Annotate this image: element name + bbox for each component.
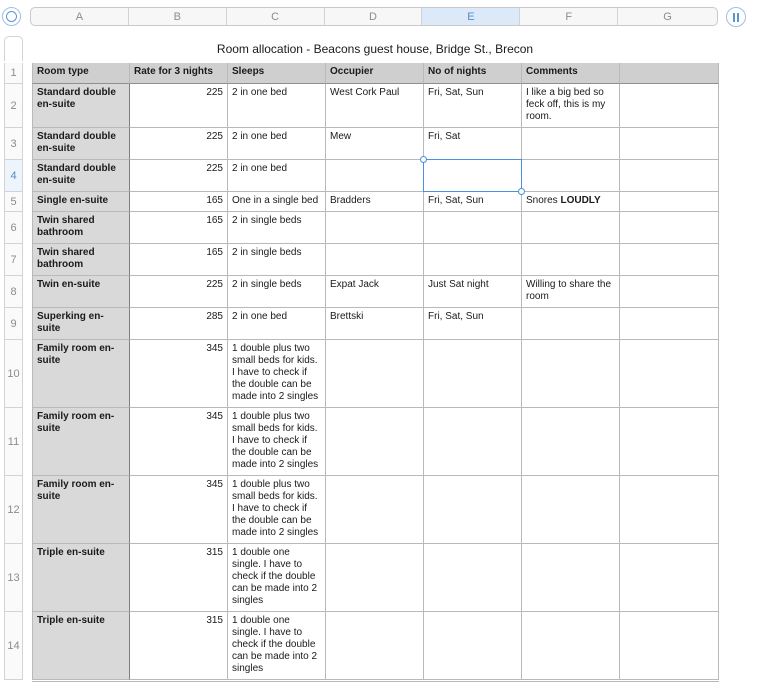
cell-text: 165 <box>206 247 223 258</box>
table-cell[interactable] <box>522 192 620 212</box>
column-header-c[interactable]: C <box>227 8 325 25</box>
row-header-10[interactable]: 10 <box>4 340 23 408</box>
cell-text: 2 in single beds <box>232 279 302 290</box>
cell-text: Willing to share the room <box>526 279 612 302</box>
header-cell-7[interactable] <box>620 63 719 84</box>
row-header-6[interactable]: 6 <box>4 212 23 244</box>
cell-text: Fri, Sat <box>428 131 461 142</box>
table-cell[interactable] <box>620 84 719 128</box>
table-cell[interactable] <box>130 84 228 128</box>
table-cell[interactable] <box>620 192 719 212</box>
cell-text: 315 <box>206 547 223 558</box>
cell-text: 2 in one bed <box>232 311 288 322</box>
table-cell[interactable] <box>32 212 130 244</box>
cell-text: 285 <box>206 311 223 322</box>
header-cell-3[interactable]: Sleeps <box>228 63 326 84</box>
cell-text: 1 double one single. I have to check if the double can be made into 2 singles <box>232 547 318 606</box>
cell-text: 1 double plus two small beds for kids. I have to check if the double can be made into 2 singles <box>232 343 319 402</box>
column-header-a[interactable]: A <box>31 8 129 25</box>
table-cell[interactable] <box>32 408 130 476</box>
table-cell[interactable] <box>326 84 424 128</box>
table-cell[interactable] <box>228 212 326 244</box>
row-header-12[interactable]: 12 <box>4 476 23 544</box>
cell-text: Snores <box>526 195 561 206</box>
table-cell[interactable] <box>522 84 620 128</box>
column-header-e[interactable]: E <box>422 8 520 25</box>
column-header-bar <box>30 7 718 26</box>
cell-text: 345 <box>206 343 223 354</box>
row-header-8[interactable]: 8 <box>4 276 23 308</box>
cell-text: Twin en-suite <box>37 279 101 290</box>
table-cell[interactable] <box>228 192 326 212</box>
table-cell[interactable] <box>32 340 130 408</box>
table-cell[interactable] <box>522 340 620 408</box>
table-cell[interactable] <box>326 128 424 160</box>
cell-text: Twin shared bathroom <box>37 215 95 238</box>
cell-text: Triple en-suite <box>37 615 105 626</box>
row-header-11[interactable]: 11 <box>4 408 23 476</box>
table-cell[interactable] <box>130 192 228 212</box>
freeze-panes-button[interactable] <box>726 7 746 27</box>
table-cell[interactable] <box>620 212 719 244</box>
cell-text: Family room en-suite <box>37 479 115 502</box>
cell-bold-text: LOUDLY <box>560 195 601 206</box>
table-cell[interactable] <box>424 276 522 308</box>
cell-text: 225 <box>206 163 223 174</box>
table-cell[interactable] <box>228 408 326 476</box>
cell-text: Standard double en-suite <box>37 131 116 154</box>
cell-text: Standard double en-suite <box>37 87 116 110</box>
column-header-d[interactable]: D <box>325 8 423 25</box>
selection-handle-top-left[interactable] <box>420 156 427 163</box>
table-cell[interactable] <box>522 128 620 160</box>
row-header-9[interactable]: 9 <box>4 308 23 340</box>
table-cell[interactable] <box>620 128 719 160</box>
cell-text: 2 in one bed <box>232 87 288 98</box>
cell-text: Twin shared bathroom <box>37 247 95 270</box>
cell-text: Triple en-suite <box>37 547 105 558</box>
column-header-f[interactable]: F <box>520 8 618 25</box>
table-cell[interactable] <box>522 476 620 544</box>
cell-text: 1 double plus two small beds for kids. I have to check if the double can be made into 2 singles <box>232 479 319 538</box>
column-header-b[interactable]: B <box>129 8 227 25</box>
table-cell[interactable] <box>522 308 620 340</box>
cell-text: 1 double plus two small beds for kids. I have to check if the double can be made into 2 singles <box>232 411 319 470</box>
table-cell[interactable] <box>228 612 326 680</box>
table-cell[interactable] <box>522 544 620 612</box>
table-cell[interactable] <box>32 244 130 276</box>
cell-text: 2 in one bed <box>232 131 288 142</box>
table-cell[interactable] <box>326 308 424 340</box>
cell-text: Expat Jack <box>330 279 379 290</box>
table-cell[interactable] <box>32 84 130 128</box>
table-cell[interactable] <box>130 212 228 244</box>
circle-icon <box>6 11 17 22</box>
table-cell[interactable] <box>326 612 424 680</box>
row-header-13[interactable]: 13 <box>4 544 23 612</box>
table-cell[interactable] <box>424 308 522 340</box>
cell-text: Just Sat night <box>428 279 489 290</box>
cell-text: Single en-suite <box>37 195 109 206</box>
select-all-button[interactable] <box>2 7 21 26</box>
table-cell[interactable] <box>130 308 228 340</box>
cell-text: Bradders <box>330 195 371 206</box>
cell-text: Fri, Sat, Sun <box>428 195 484 206</box>
table-cell[interactable] <box>32 276 130 308</box>
table-grid <box>32 63 719 691</box>
table-cell[interactable] <box>424 244 522 276</box>
table-cell[interactable] <box>522 244 620 276</box>
row-header-7[interactable]: 7 <box>4 244 23 276</box>
table-cell[interactable] <box>228 308 326 340</box>
row-header-1[interactable]: 1 <box>4 63 23 84</box>
cell-text: Standard double en-suite <box>37 163 116 186</box>
table-cell[interactable] <box>326 544 424 612</box>
grid-bottom-edge <box>32 681 719 691</box>
table-cell[interactable] <box>326 340 424 408</box>
table-cell[interactable] <box>620 340 719 408</box>
row-header-14[interactable]: 14 <box>4 612 23 680</box>
cell-text: 225 <box>206 131 223 142</box>
cell-text: Fri, Sat, Sun <box>428 87 484 98</box>
table-cell[interactable] <box>32 128 130 160</box>
table-cell[interactable] <box>228 544 326 612</box>
table-cell[interactable] <box>32 160 130 192</box>
table-cell[interactable] <box>522 160 620 192</box>
table-title[interactable]: Room allocation - Beacons guest house, Bridge St., Brecon <box>216 42 534 56</box>
table-cell[interactable] <box>424 84 522 128</box>
header-cell-2[interactable]: Rate for 3 nights <box>130 63 228 84</box>
table-cell[interactable] <box>130 160 228 192</box>
cell-text: 2 in single beds <box>232 215 302 226</box>
table-cell[interactable] <box>228 84 326 128</box>
table-cell[interactable] <box>424 192 522 212</box>
row-header-5[interactable]: 5 <box>4 192 23 212</box>
table-cell[interactable] <box>32 476 130 544</box>
table-cell[interactable] <box>228 160 326 192</box>
table-cell[interactable] <box>326 408 424 476</box>
table-cell[interactable] <box>228 340 326 408</box>
table-cell[interactable] <box>424 612 522 680</box>
table-cell[interactable] <box>32 192 130 212</box>
table-cell[interactable] <box>228 244 326 276</box>
table-cell[interactable] <box>620 160 719 192</box>
table-cell[interactable] <box>424 476 522 544</box>
cell-text: 165 <box>206 195 223 206</box>
table-cell[interactable] <box>424 160 522 192</box>
cell-text: Mew <box>330 131 352 142</box>
table-cell[interactable] <box>130 276 228 308</box>
cell-text: 315 <box>206 615 223 626</box>
table-cell[interactable] <box>228 128 326 160</box>
cell-text: West Cork Paul <box>330 87 400 98</box>
cell-text: 225 <box>206 279 223 290</box>
table-cell[interactable] <box>522 276 620 308</box>
cell-text: Fri, Sat, Sun <box>428 311 484 322</box>
cell-text: 2 in single beds <box>232 247 302 258</box>
column-header-g[interactable]: G <box>663 10 672 23</box>
table-cell[interactable] <box>620 308 719 340</box>
header-cell-4[interactable]: Occupier <box>326 63 424 84</box>
cell-text: I like a big bed so feck off, this is my room. <box>526 87 606 122</box>
cell-text: Family room en-suite <box>37 411 115 434</box>
header-cell-1[interactable]: Room type <box>32 63 130 84</box>
table-cell[interactable] <box>424 544 522 612</box>
table-cell[interactable] <box>326 476 424 544</box>
header-cell-6[interactable]: Comments <box>522 63 620 84</box>
table-cell[interactable] <box>620 244 719 276</box>
row-header-top <box>4 36 23 61</box>
table-cell[interactable] <box>32 308 130 340</box>
table-cell[interactable] <box>130 408 228 476</box>
table-cell[interactable] <box>130 476 228 544</box>
table-cell[interactable] <box>130 612 228 680</box>
cell-text: 1 double one single. I have to check if the double can be made into 2 singles <box>232 615 318 674</box>
row-header-4[interactable]: 4 <box>4 160 23 192</box>
table-cell[interactable] <box>228 476 326 544</box>
table-cell[interactable] <box>130 340 228 408</box>
cell-text: 2 in one bed <box>232 163 288 174</box>
cell-text: Superking en-suite <box>37 311 104 334</box>
table-cell[interactable] <box>326 160 424 192</box>
table-cell[interactable] <box>326 276 424 308</box>
cell-text: Family room en-suite <box>37 343 115 366</box>
table-cell[interactable] <box>522 612 620 680</box>
cell-text: Brettski <box>330 311 364 322</box>
table-cell[interactable] <box>620 612 719 680</box>
cell-text: 225 <box>206 87 223 98</box>
table-cell[interactable] <box>424 212 522 244</box>
table-cell[interactable] <box>620 408 719 476</box>
cell-text: 345 <box>206 411 223 422</box>
row-header-3[interactable]: 3 <box>4 128 23 160</box>
table-cell[interactable] <box>32 544 130 612</box>
selection-handle-bottom-right[interactable] <box>518 188 525 195</box>
cell-text: 165 <box>206 215 223 226</box>
row-header-bar <box>4 36 23 691</box>
table-cell[interactable] <box>620 276 719 308</box>
row-header-2[interactable]: 2 <box>4 84 23 128</box>
table-cell[interactable] <box>620 544 719 612</box>
table-cell[interactable] <box>326 192 424 212</box>
table-cell[interactable] <box>130 128 228 160</box>
table-cell[interactable] <box>228 276 326 308</box>
table-cell[interactable] <box>522 408 620 476</box>
header-cell-5[interactable]: No of nights <box>424 63 522 84</box>
table-cell[interactable] <box>130 544 228 612</box>
table-cell[interactable] <box>620 476 719 544</box>
table-cell[interactable] <box>424 128 522 160</box>
table-cell[interactable] <box>326 244 424 276</box>
table-cell[interactable] <box>32 612 130 680</box>
table-cell[interactable] <box>424 408 522 476</box>
cell-text: 345 <box>206 479 223 490</box>
pause-icon <box>733 13 735 22</box>
table-cell[interactable] <box>424 340 522 408</box>
table-cell[interactable] <box>130 244 228 276</box>
table-cell[interactable] <box>326 212 424 244</box>
cell-text: One in a single bed <box>232 195 319 206</box>
table-cell[interactable] <box>522 212 620 244</box>
